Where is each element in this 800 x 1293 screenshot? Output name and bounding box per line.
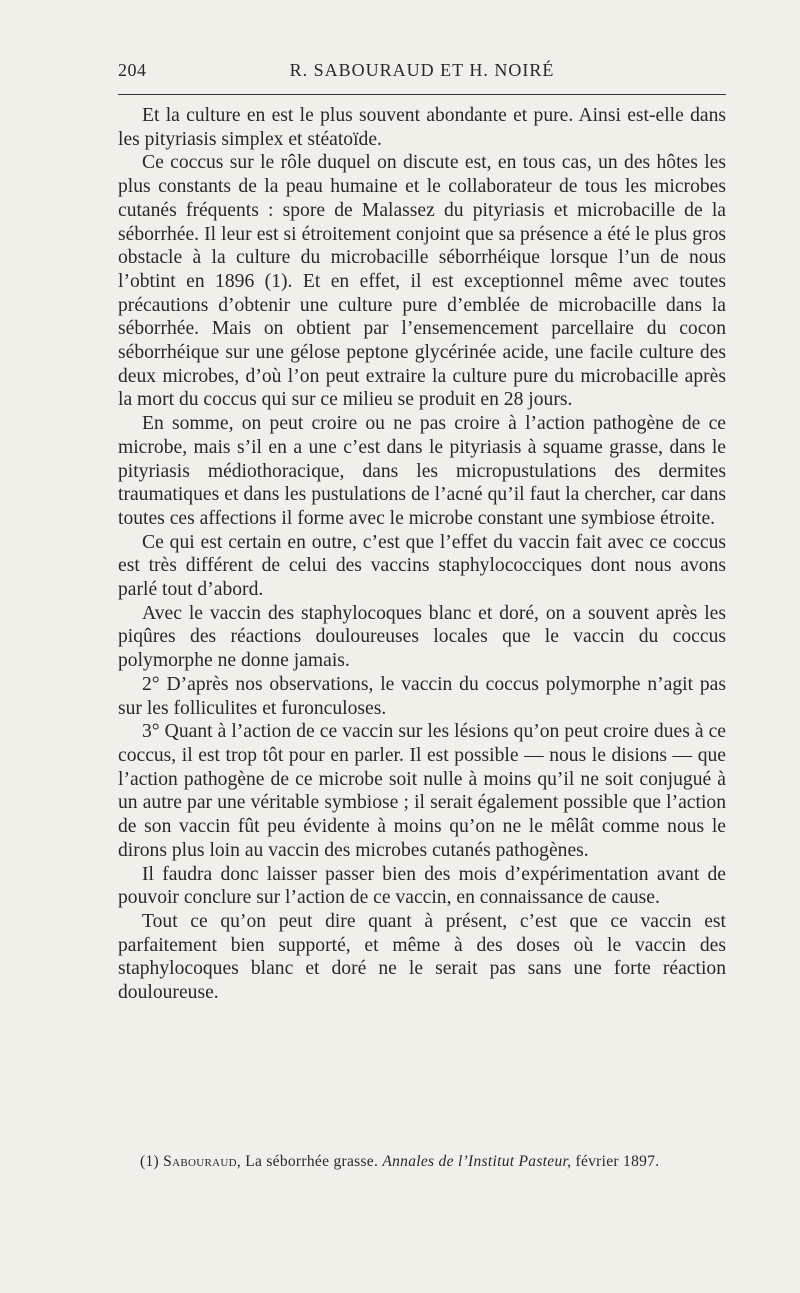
running-title: R. SABOURAUD ET H. NOIRÉ bbox=[289, 60, 555, 80]
body-text bbox=[118, 104, 726, 1005]
footnote bbox=[140, 1152, 726, 1172]
footnote-marker: (1) bbox=[140, 1153, 159, 1170]
paragraph: Avec le vaccin des staphylocoques blanc et doré, on a souvent après les piqûres des réactions douloureuses locales que le vaccin du coccus polymorphe ne donne jamais. bbox=[118, 602, 726, 672]
page-number: 204 bbox=[118, 60, 147, 80]
paragraph: Et la culture en est le plus souvent abondante et pure. Ainsi est-elle dans les pityriasis simplex et stéatoïde. bbox=[118, 105, 726, 150]
footnote-journal: Annales de l’Institut Pasteur, bbox=[382, 1153, 572, 1170]
paragraph: Ce coccus sur le rôle duquel on discute est, en tous cas, un des hôtes les plus constants de la peau humaine et le collaborateur de tous les microbes cutanés fréquents : spore de Malassez du pityriasis et microbacille de la séborrhée. Il leur est si étroitement conjoint que sa présence a été le plus gros obstacle à la culture du microbacille séborrhéique lorsque l’un de nous l’obtint en 1896 (1). Et en effet, il est exceptionnel même avec toutes précautions d’obtenir une culture pure d’emblée de microbacille dans la séborrhée. Mais on obtient par l’ensemencement parcellaire du cocon séborrhéique sur une gélose peptone glycérinée acide, une facile culture des deux microbes, d’où l’on peut extraire la culture pure du microbacille après la mort du coccus qui sur ce milieu se produit en 28 jours. bbox=[118, 152, 726, 411]
paragraph: 3° Quant à l’action de ce vaccin sur les lésions qu’on peut croire dues à ce coccus, il est trop tôt pour en parler. Il est possible — nous le disions — que l’action pathogène de ce microbe soit nulle à moins qu’il ne soit conjugué à un autre par une véritable symbiose ; il serait également possible que l’action de son vaccin fût peu évidente à moins qu’on ne le mêlât comme nous le dirons plus loin au vaccin des microbes cutanés pathogènes. bbox=[118, 721, 726, 861]
paragraph: En somme, on peut croire ou ne pas croire à l’action pathogène de ce microbe, mais s’il en a une c’est dans le pityriasis à squame grasse, dans le pityriasis médiothoracique, dans les micropustulations des dermites traumatiques et dans les pustulations de l’acné qu’il faut la chercher, car dans toutes ces affections il forme avec le microbe constant une symbiose étroite. bbox=[118, 413, 726, 529]
paragraph: 2° D’après nos observations, le vaccin du coccus polymorphe n’agit pas sur les folliculites et furonculoses. bbox=[118, 673, 726, 719]
footnote-title: La séborrhée grasse. bbox=[245, 1153, 379, 1170]
footnote-author: Sabouraud, bbox=[163, 1153, 242, 1170]
footnote-date: février 1897. bbox=[575, 1153, 660, 1170]
paragraph: Il faudra donc laisser passer bien des mois d’expérimentation avant de pouvoir conclure sur l’action de ce vaccin, en connaissance de cause. bbox=[118, 863, 726, 909]
running-head bbox=[118, 60, 726, 86]
paragraph: Ce qui est certain en outre, c’est que l’effet du vaccin fait avec ce coccus est très différent de celui des vaccins staphylococciques dont nous avons parlé tout d’abord. bbox=[118, 531, 726, 601]
header-rule bbox=[118, 94, 726, 95]
paragraph: Tout ce qu’on peut dire quant à présent, c’est que ce vaccin est parfaitement bien supporté, et même à des doses où le vaccin des staphylocoques blanc et doré ne le serait pas sans une forte réaction douloureuse. bbox=[118, 910, 726, 1004]
